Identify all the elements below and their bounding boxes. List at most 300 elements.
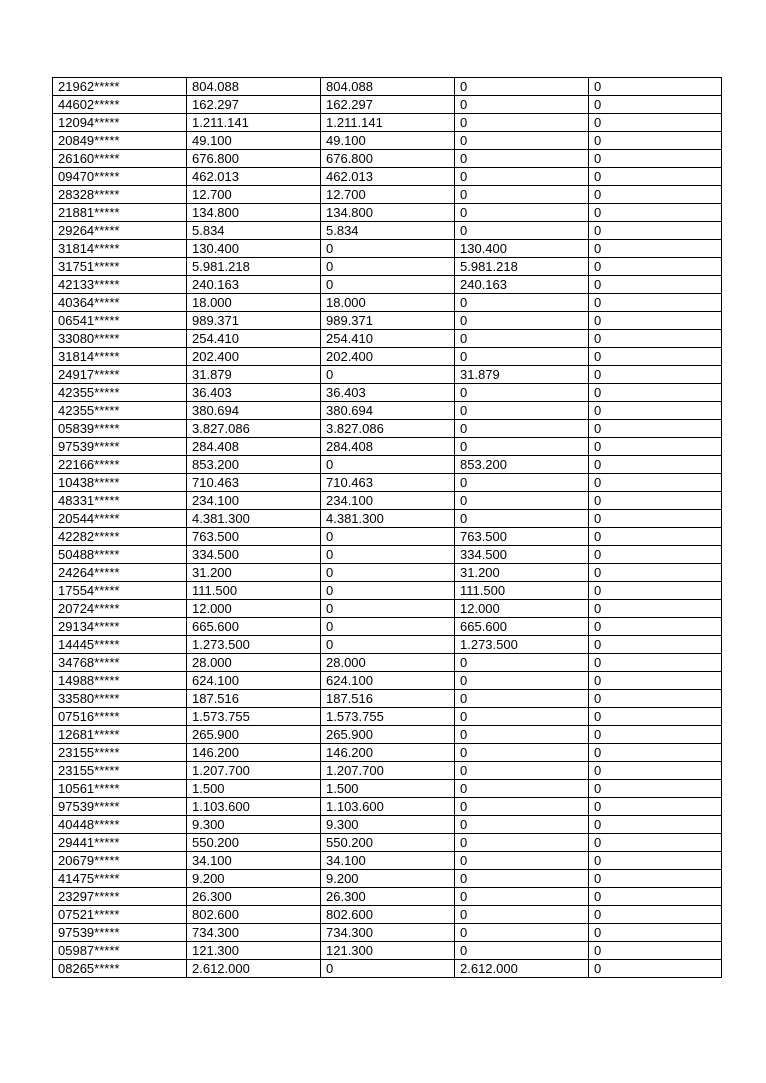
column-5-cell: 0 <box>589 942 722 960</box>
amount-cell: 4.381.300 <box>187 510 321 528</box>
column-4-cell: 0 <box>455 510 589 528</box>
table-row <box>53 924 722 942</box>
column-4-cell: 0 <box>455 186 589 204</box>
column-4-cell: 0 <box>455 384 589 402</box>
column-4-cell: 0 <box>455 474 589 492</box>
data-table <box>52 77 722 978</box>
amount-cell: 989.371 <box>187 312 321 330</box>
table-row <box>53 312 722 330</box>
column-4-cell: 0 <box>455 816 589 834</box>
id-cell: 40364***** <box>53 294 187 312</box>
column-5-cell: 0 <box>589 420 722 438</box>
column-5-cell: 0 <box>589 258 722 276</box>
id-cell: 31814***** <box>53 240 187 258</box>
column-5-cell: 0 <box>589 204 722 222</box>
column-3-cell: 0 <box>321 240 455 258</box>
column-5-cell: 0 <box>589 546 722 564</box>
table-row <box>53 402 722 420</box>
column-4-cell: 0 <box>455 726 589 744</box>
column-5-cell: 0 <box>589 312 722 330</box>
id-cell: 12681***** <box>53 726 187 744</box>
column-3-cell: 9.300 <box>321 816 455 834</box>
column-5-cell: 0 <box>589 852 722 870</box>
amount-cell: 18.000 <box>187 294 321 312</box>
amount-cell: 1.103.600 <box>187 798 321 816</box>
table-row <box>53 186 722 204</box>
table-row <box>53 942 722 960</box>
id-cell: 23155***** <box>53 762 187 780</box>
table-row <box>53 600 722 618</box>
id-cell: 22166***** <box>53 456 187 474</box>
id-cell: 17554***** <box>53 582 187 600</box>
column-3-cell: 9.200 <box>321 870 455 888</box>
column-3-cell: 34.100 <box>321 852 455 870</box>
column-4-cell: 0 <box>455 852 589 870</box>
column-3-cell: 26.300 <box>321 888 455 906</box>
column-3-cell: 28.000 <box>321 654 455 672</box>
column-4-cell: 31.879 <box>455 366 589 384</box>
amount-cell: 31.200 <box>187 564 321 582</box>
amount-cell: 1.273.500 <box>187 636 321 654</box>
column-5-cell: 0 <box>589 168 722 186</box>
column-3-cell: 676.800 <box>321 150 455 168</box>
amount-cell: 5.834 <box>187 222 321 240</box>
column-3-cell: 710.463 <box>321 474 455 492</box>
table-row <box>53 330 722 348</box>
column-3-cell: 0 <box>321 600 455 618</box>
column-4-cell: 0 <box>455 870 589 888</box>
id-cell: 09470***** <box>53 168 187 186</box>
table-row <box>53 636 722 654</box>
amount-cell: 550.200 <box>187 834 321 852</box>
id-cell: 20724***** <box>53 600 187 618</box>
column-5-cell: 0 <box>589 744 722 762</box>
table-row <box>53 960 722 978</box>
column-4-cell: 0 <box>455 888 589 906</box>
table-row <box>53 510 722 528</box>
amount-cell: 26.300 <box>187 888 321 906</box>
table-row <box>53 114 722 132</box>
column-3-cell: 989.371 <box>321 312 455 330</box>
column-4-cell: 130.400 <box>455 240 589 258</box>
table-row <box>53 294 722 312</box>
id-cell: 33080***** <box>53 330 187 348</box>
column-5-cell: 0 <box>589 762 722 780</box>
column-4-cell: 5.981.218 <box>455 258 589 276</box>
id-cell: 12094***** <box>53 114 187 132</box>
column-5-cell: 0 <box>589 618 722 636</box>
id-cell: 29441***** <box>53 834 187 852</box>
amount-cell: 853.200 <box>187 456 321 474</box>
column-5-cell: 0 <box>589 600 722 618</box>
column-4-cell: 0 <box>455 924 589 942</box>
column-3-cell: 146.200 <box>321 744 455 762</box>
table-row <box>53 456 722 474</box>
column-5-cell: 0 <box>589 510 722 528</box>
amount-cell: 1.207.700 <box>187 762 321 780</box>
id-cell: 21881***** <box>53 204 187 222</box>
table-row <box>53 654 722 672</box>
column-4-cell: 0 <box>455 492 589 510</box>
id-cell: 42355***** <box>53 402 187 420</box>
id-cell: 23155***** <box>53 744 187 762</box>
amount-cell: 265.900 <box>187 726 321 744</box>
id-cell: 28328***** <box>53 186 187 204</box>
amount-cell: 710.463 <box>187 474 321 492</box>
id-cell: 10561***** <box>53 780 187 798</box>
amount-cell: 28.000 <box>187 654 321 672</box>
amount-cell: 1.500 <box>187 780 321 798</box>
amount-cell: 121.300 <box>187 942 321 960</box>
column-3-cell: 36.403 <box>321 384 455 402</box>
amount-cell: 734.300 <box>187 924 321 942</box>
column-5-cell: 0 <box>589 780 722 798</box>
table-row <box>53 546 722 564</box>
column-4-cell: 0 <box>455 690 589 708</box>
column-5-cell: 0 <box>589 384 722 402</box>
table-row <box>53 582 722 600</box>
id-cell: 42133***** <box>53 276 187 294</box>
column-5-cell: 0 <box>589 672 722 690</box>
amount-cell: 36.403 <box>187 384 321 402</box>
column-3-cell: 1.573.755 <box>321 708 455 726</box>
column-3-cell: 162.297 <box>321 96 455 114</box>
id-cell: 26160***** <box>53 150 187 168</box>
amount-cell: 802.600 <box>187 906 321 924</box>
column-4-cell: 0 <box>455 150 589 168</box>
column-5-cell: 0 <box>589 636 722 654</box>
column-5-cell: 0 <box>589 726 722 744</box>
column-4-cell: 0 <box>455 438 589 456</box>
amount-cell: 134.800 <box>187 204 321 222</box>
column-5-cell: 0 <box>589 708 722 726</box>
column-4-cell: 31.200 <box>455 564 589 582</box>
column-5-cell: 0 <box>589 222 722 240</box>
column-3-cell: 1.103.600 <box>321 798 455 816</box>
table-row <box>53 96 722 114</box>
column-3-cell: 1.211.141 <box>321 114 455 132</box>
amount-cell: 9.300 <box>187 816 321 834</box>
amount-cell: 34.100 <box>187 852 321 870</box>
column-5-cell: 0 <box>589 888 722 906</box>
id-cell: 08265***** <box>53 960 187 978</box>
column-5-cell: 0 <box>589 132 722 150</box>
column-3-cell: 0 <box>321 564 455 582</box>
column-4-cell: 763.500 <box>455 528 589 546</box>
table-row <box>53 672 722 690</box>
id-cell: 29134***** <box>53 618 187 636</box>
table-row <box>53 258 722 276</box>
column-5-cell: 0 <box>589 582 722 600</box>
amount-cell: 31.879 <box>187 366 321 384</box>
column-4-cell: 12.000 <box>455 600 589 618</box>
column-4-cell: 0 <box>455 294 589 312</box>
id-cell: 97539***** <box>53 798 187 816</box>
amount-cell: 187.516 <box>187 690 321 708</box>
column-3-cell: 0 <box>321 276 455 294</box>
id-cell: 42355***** <box>53 384 187 402</box>
column-5-cell: 0 <box>589 114 722 132</box>
table-row <box>53 240 722 258</box>
table-row <box>53 726 722 744</box>
id-cell: 48331***** <box>53 492 187 510</box>
amount-cell: 665.600 <box>187 618 321 636</box>
table-row <box>53 852 722 870</box>
table-row <box>53 888 722 906</box>
column-3-cell: 0 <box>321 456 455 474</box>
column-3-cell: 0 <box>321 366 455 384</box>
column-4-cell: 0 <box>455 204 589 222</box>
amount-cell: 9.200 <box>187 870 321 888</box>
column-4-cell: 0 <box>455 834 589 852</box>
column-5-cell: 0 <box>589 528 722 546</box>
column-3-cell: 254.410 <box>321 330 455 348</box>
column-4-cell: 0 <box>455 708 589 726</box>
table-row <box>53 276 722 294</box>
column-3-cell: 4.381.300 <box>321 510 455 528</box>
id-cell: 31814***** <box>53 348 187 366</box>
amount-cell: 624.100 <box>187 672 321 690</box>
column-3-cell: 12.700 <box>321 186 455 204</box>
column-3-cell: 804.088 <box>321 78 455 96</box>
column-4-cell: 1.273.500 <box>455 636 589 654</box>
amount-cell: 676.800 <box>187 150 321 168</box>
id-cell: 20544***** <box>53 510 187 528</box>
amount-cell: 12.000 <box>187 600 321 618</box>
column-5-cell: 0 <box>589 402 722 420</box>
column-5-cell: 0 <box>589 960 722 978</box>
table-row <box>53 798 722 816</box>
id-cell: 29264***** <box>53 222 187 240</box>
column-5-cell: 0 <box>589 240 722 258</box>
amount-cell: 254.410 <box>187 330 321 348</box>
column-4-cell: 0 <box>455 402 589 420</box>
column-4-cell: 0 <box>455 906 589 924</box>
column-5-cell: 0 <box>589 348 722 366</box>
column-5-cell: 0 <box>589 690 722 708</box>
column-5-cell: 0 <box>589 276 722 294</box>
column-4-cell: 0 <box>455 330 589 348</box>
amount-cell: 234.100 <box>187 492 321 510</box>
column-5-cell: 0 <box>589 150 722 168</box>
amount-cell: 240.163 <box>187 276 321 294</box>
column-3-cell: 734.300 <box>321 924 455 942</box>
amount-cell: 804.088 <box>187 78 321 96</box>
column-5-cell: 0 <box>589 186 722 204</box>
column-4-cell: 0 <box>455 420 589 438</box>
amount-cell: 2.612.000 <box>187 960 321 978</box>
column-4-cell: 0 <box>455 114 589 132</box>
table-row <box>53 204 722 222</box>
column-3-cell: 5.834 <box>321 222 455 240</box>
table-row <box>53 780 722 798</box>
id-cell: 14988***** <box>53 672 187 690</box>
column-4-cell: 0 <box>455 672 589 690</box>
column-3-cell: 0 <box>321 258 455 276</box>
column-3-cell: 0 <box>321 582 455 600</box>
column-4-cell: 0 <box>455 132 589 150</box>
column-3-cell: 134.800 <box>321 204 455 222</box>
column-5-cell: 0 <box>589 564 722 582</box>
amount-cell: 111.500 <box>187 582 321 600</box>
amount-cell: 3.827.086 <box>187 420 321 438</box>
id-cell: 34768***** <box>53 654 187 672</box>
id-cell: 20849***** <box>53 132 187 150</box>
amount-cell: 284.408 <box>187 438 321 456</box>
amount-cell: 146.200 <box>187 744 321 762</box>
id-cell: 14445***** <box>53 636 187 654</box>
column-5-cell: 0 <box>589 294 722 312</box>
column-5-cell: 0 <box>589 834 722 852</box>
id-cell: 20679***** <box>53 852 187 870</box>
column-3-cell: 802.600 <box>321 906 455 924</box>
column-3-cell: 0 <box>321 618 455 636</box>
column-3-cell: 187.516 <box>321 690 455 708</box>
column-5-cell: 0 <box>589 456 722 474</box>
id-cell: 31751***** <box>53 258 187 276</box>
table-row <box>53 78 722 96</box>
table-row <box>53 474 722 492</box>
column-5-cell: 0 <box>589 906 722 924</box>
column-3-cell: 121.300 <box>321 942 455 960</box>
table-row <box>53 222 722 240</box>
id-cell: 10438***** <box>53 474 187 492</box>
id-cell: 05839***** <box>53 420 187 438</box>
table-row <box>53 834 722 852</box>
column-4-cell: 111.500 <box>455 582 589 600</box>
column-5-cell: 0 <box>589 492 722 510</box>
column-3-cell: 234.100 <box>321 492 455 510</box>
table-body <box>53 78 722 978</box>
table-row <box>53 816 722 834</box>
table-row <box>53 708 722 726</box>
id-cell: 40448***** <box>53 816 187 834</box>
column-4-cell: 0 <box>455 222 589 240</box>
column-4-cell: 0 <box>455 654 589 672</box>
column-5-cell: 0 <box>589 924 722 942</box>
table-row <box>53 366 722 384</box>
column-4-cell: 2.612.000 <box>455 960 589 978</box>
column-3-cell: 624.100 <box>321 672 455 690</box>
column-4-cell: 0 <box>455 78 589 96</box>
column-4-cell: 0 <box>455 312 589 330</box>
column-4-cell: 665.600 <box>455 618 589 636</box>
table-row <box>53 906 722 924</box>
column-5-cell: 0 <box>589 330 722 348</box>
column-5-cell: 0 <box>589 474 722 492</box>
amount-cell: 1.573.755 <box>187 708 321 726</box>
amount-cell: 202.400 <box>187 348 321 366</box>
amount-cell: 162.297 <box>187 96 321 114</box>
table-row <box>53 168 722 186</box>
column-4-cell: 0 <box>455 96 589 114</box>
column-5-cell: 0 <box>589 78 722 96</box>
column-4-cell: 0 <box>455 168 589 186</box>
column-3-cell: 380.694 <box>321 402 455 420</box>
column-4-cell: 0 <box>455 762 589 780</box>
column-4-cell: 0 <box>455 798 589 816</box>
table-row <box>53 150 722 168</box>
table-row <box>53 132 722 150</box>
amount-cell: 334.500 <box>187 546 321 564</box>
amount-cell: 380.694 <box>187 402 321 420</box>
id-cell: 33580***** <box>53 690 187 708</box>
id-cell: 21962***** <box>53 78 187 96</box>
column-5-cell: 0 <box>589 438 722 456</box>
amount-cell: 130.400 <box>187 240 321 258</box>
amount-cell: 49.100 <box>187 132 321 150</box>
table-row <box>53 528 722 546</box>
column-3-cell: 18.000 <box>321 294 455 312</box>
column-3-cell: 265.900 <box>321 726 455 744</box>
column-4-cell: 0 <box>455 348 589 366</box>
column-4-cell: 0 <box>455 744 589 762</box>
id-cell: 06541***** <box>53 312 187 330</box>
amount-cell: 462.013 <box>187 168 321 186</box>
id-cell: 97539***** <box>53 438 187 456</box>
id-cell: 05987***** <box>53 942 187 960</box>
id-cell: 50488***** <box>53 546 187 564</box>
table-row <box>53 420 722 438</box>
table-row <box>53 690 722 708</box>
column-3-cell: 462.013 <box>321 168 455 186</box>
column-3-cell: 49.100 <box>321 132 455 150</box>
table-row <box>53 492 722 510</box>
column-5-cell: 0 <box>589 366 722 384</box>
column-3-cell: 284.408 <box>321 438 455 456</box>
column-4-cell: 240.163 <box>455 276 589 294</box>
amount-cell: 1.211.141 <box>187 114 321 132</box>
column-5-cell: 0 <box>589 816 722 834</box>
table-row <box>53 870 722 888</box>
id-cell: 44602***** <box>53 96 187 114</box>
amount-cell: 5.981.218 <box>187 258 321 276</box>
column-3-cell: 0 <box>321 546 455 564</box>
column-3-cell: 1.207.700 <box>321 762 455 780</box>
column-5-cell: 0 <box>589 96 722 114</box>
table-row <box>53 564 722 582</box>
column-4-cell: 0 <box>455 780 589 798</box>
id-cell: 97539***** <box>53 924 187 942</box>
table-row <box>53 438 722 456</box>
table-row <box>53 744 722 762</box>
column-4-cell: 334.500 <box>455 546 589 564</box>
column-3-cell: 0 <box>321 528 455 546</box>
table-row <box>53 762 722 780</box>
column-5-cell: 0 <box>589 654 722 672</box>
column-4-cell: 853.200 <box>455 456 589 474</box>
column-5-cell: 0 <box>589 870 722 888</box>
id-cell: 24917***** <box>53 366 187 384</box>
id-cell: 41475***** <box>53 870 187 888</box>
id-cell: 07521***** <box>53 906 187 924</box>
id-cell: 23297***** <box>53 888 187 906</box>
table-row <box>53 618 722 636</box>
table-row <box>53 384 722 402</box>
column-3-cell: 0 <box>321 960 455 978</box>
amount-cell: 763.500 <box>187 528 321 546</box>
column-3-cell: 202.400 <box>321 348 455 366</box>
column-3-cell: 1.500 <box>321 780 455 798</box>
column-5-cell: 0 <box>589 798 722 816</box>
table-row <box>53 348 722 366</box>
column-3-cell: 3.827.086 <box>321 420 455 438</box>
id-cell: 07516***** <box>53 708 187 726</box>
id-cell: 42282***** <box>53 528 187 546</box>
column-3-cell: 550.200 <box>321 834 455 852</box>
column-3-cell: 0 <box>321 636 455 654</box>
id-cell: 24264***** <box>53 564 187 582</box>
